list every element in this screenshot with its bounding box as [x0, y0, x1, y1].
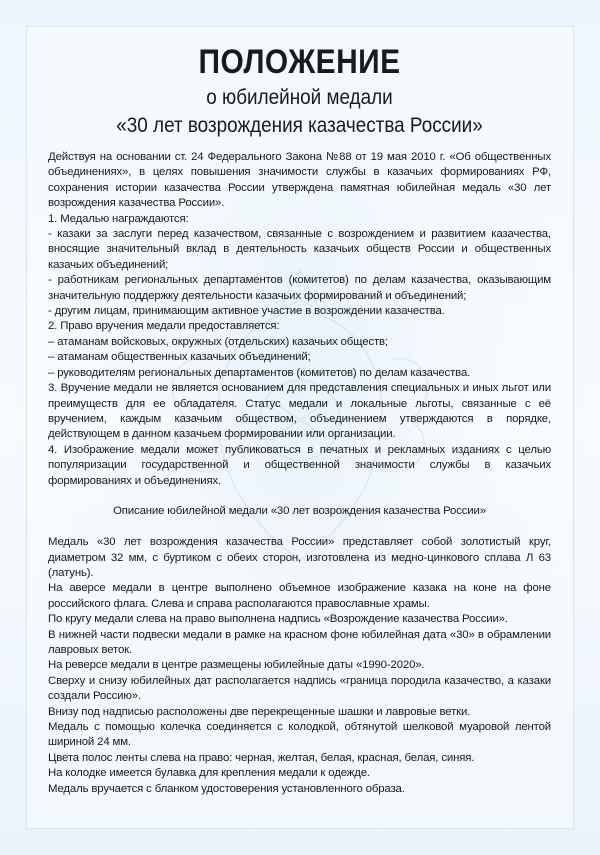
spacer	[48, 489, 551, 504]
section1-item: - другим лицам, принимающим активное участие в возрождении казачества.	[48, 305, 445, 318]
description-paragraph: Сверху и снизу юбилейных дат располагается надпись «граница породила казачество, а казаки создали Россию».	[48, 674, 551, 703]
section2-item: – атаманам общественных казачьих объединений;	[48, 351, 311, 364]
document-subtitle-line1: о юбилейной медали	[206, 86, 393, 109]
section1-item: - казаки за заслуги перед казачеством, связанные с возрождением и развитием казачества, вносящие значительный вклад в деятельность казачьих обществ России и общественных казачьих объединений;	[48, 228, 551, 271]
description-paragraph: Цвета полос ленты слева на право: черная, желтая, белая, красная, белая, синяя.	[48, 751, 475, 764]
section1-item: - работникам региональных департаментов (комитетов) по делам казачества, оказывающим значительную поддержку деятельности казачьих формирований и объединений;	[48, 274, 551, 302]
description-paragraph: Медаль с помощью колечка соединяется с колодкой, обтянутой шелковой муаровой лентой шириной 24 мм.	[48, 721, 551, 749]
spacer	[48, 520, 551, 535]
section2-heading: 2. Право вручения медали предоставляется:	[48, 320, 280, 333]
section2-item: – атаманам войсковых, окружных (отдельских) казачьих обществ;	[48, 335, 388, 348]
description-paragraph: На реверсе медали в центре размещены юбилейные даты «1990-2020».	[48, 659, 425, 672]
section1-heading: 1. Медалью награждаются:	[48, 212, 189, 225]
description-paragraph: По кругу медали слева на право выполнена надпись «Возрождение казачества России».	[48, 613, 508, 626]
document-content	[48, 40, 551, 797]
intro-paragraph: Действуя на основании ст. 24 Федерального Закона №88 от 19 мая 2010 г. «Об общественных объединениях», в целях повышения значимости службы в казачьих формированиях РФ, сохранения истории казачества России утверждена памятная юбилейная медаль «30 лет возрождения казачества России».	[48, 151, 551, 210]
section3-paragraph: 3. Вручение медали не является основанием для представления специальных и иных льгот или преимуществ для ее обладателя. Статус медали и локальные льготы, связанные с её вручением, каждым казачьим обществом, объединением утверждаются в порядке, действующем в данном казачьем формировании или организации.	[48, 382, 551, 441]
description-heading: Описание юбилейной медали «30 лет возрождения казачества России»	[113, 505, 486, 518]
section2-item: – руководителям региональных департаментов (комитетов) по делам казачества.	[48, 366, 471, 379]
description-paragraph: На колодке имеется булавка для крепления медали к одежде.	[48, 767, 370, 780]
document-body	[48, 150, 551, 797]
description-paragraph: Медаль «30 лет возрождения казачества России» представляет собой золотистый круг, диаметром 32 мм, с буртиком с обеих сторон, изготовлена из медно-цинкового сплава Л 63 (латунь).	[48, 536, 551, 579]
document-subtitle-line2: «30 лет возрождения казачества России»	[116, 114, 483, 137]
section4-paragraph: 4. Изображение медали может публиковаться в печатных и рекламных изданиях с целью популяризации государственной и общественной значимости службы в казачьих формированиях и объединениях.	[48, 443, 551, 487]
document-title: ПОЛОЖЕНИЕ	[198, 43, 401, 81]
description-paragraph: На аверсе медали в центре выполнено объемное изображение казака на коне на фоне российского флага. Слева и справа располагаются православные храмы.	[48, 582, 551, 610]
description-paragraph: В нижней части подвески медали в рамке на красном фоне юбилейная дата «30» в обрамлении лавровых веток.	[48, 628, 551, 656]
description-paragraph: Внизу под надписью расположены две перекрещенные шашки и лавровые ветки.	[48, 705, 471, 718]
description-paragraph: Медаль вручается с бланком удостоверения установленного образа.	[48, 782, 405, 795]
